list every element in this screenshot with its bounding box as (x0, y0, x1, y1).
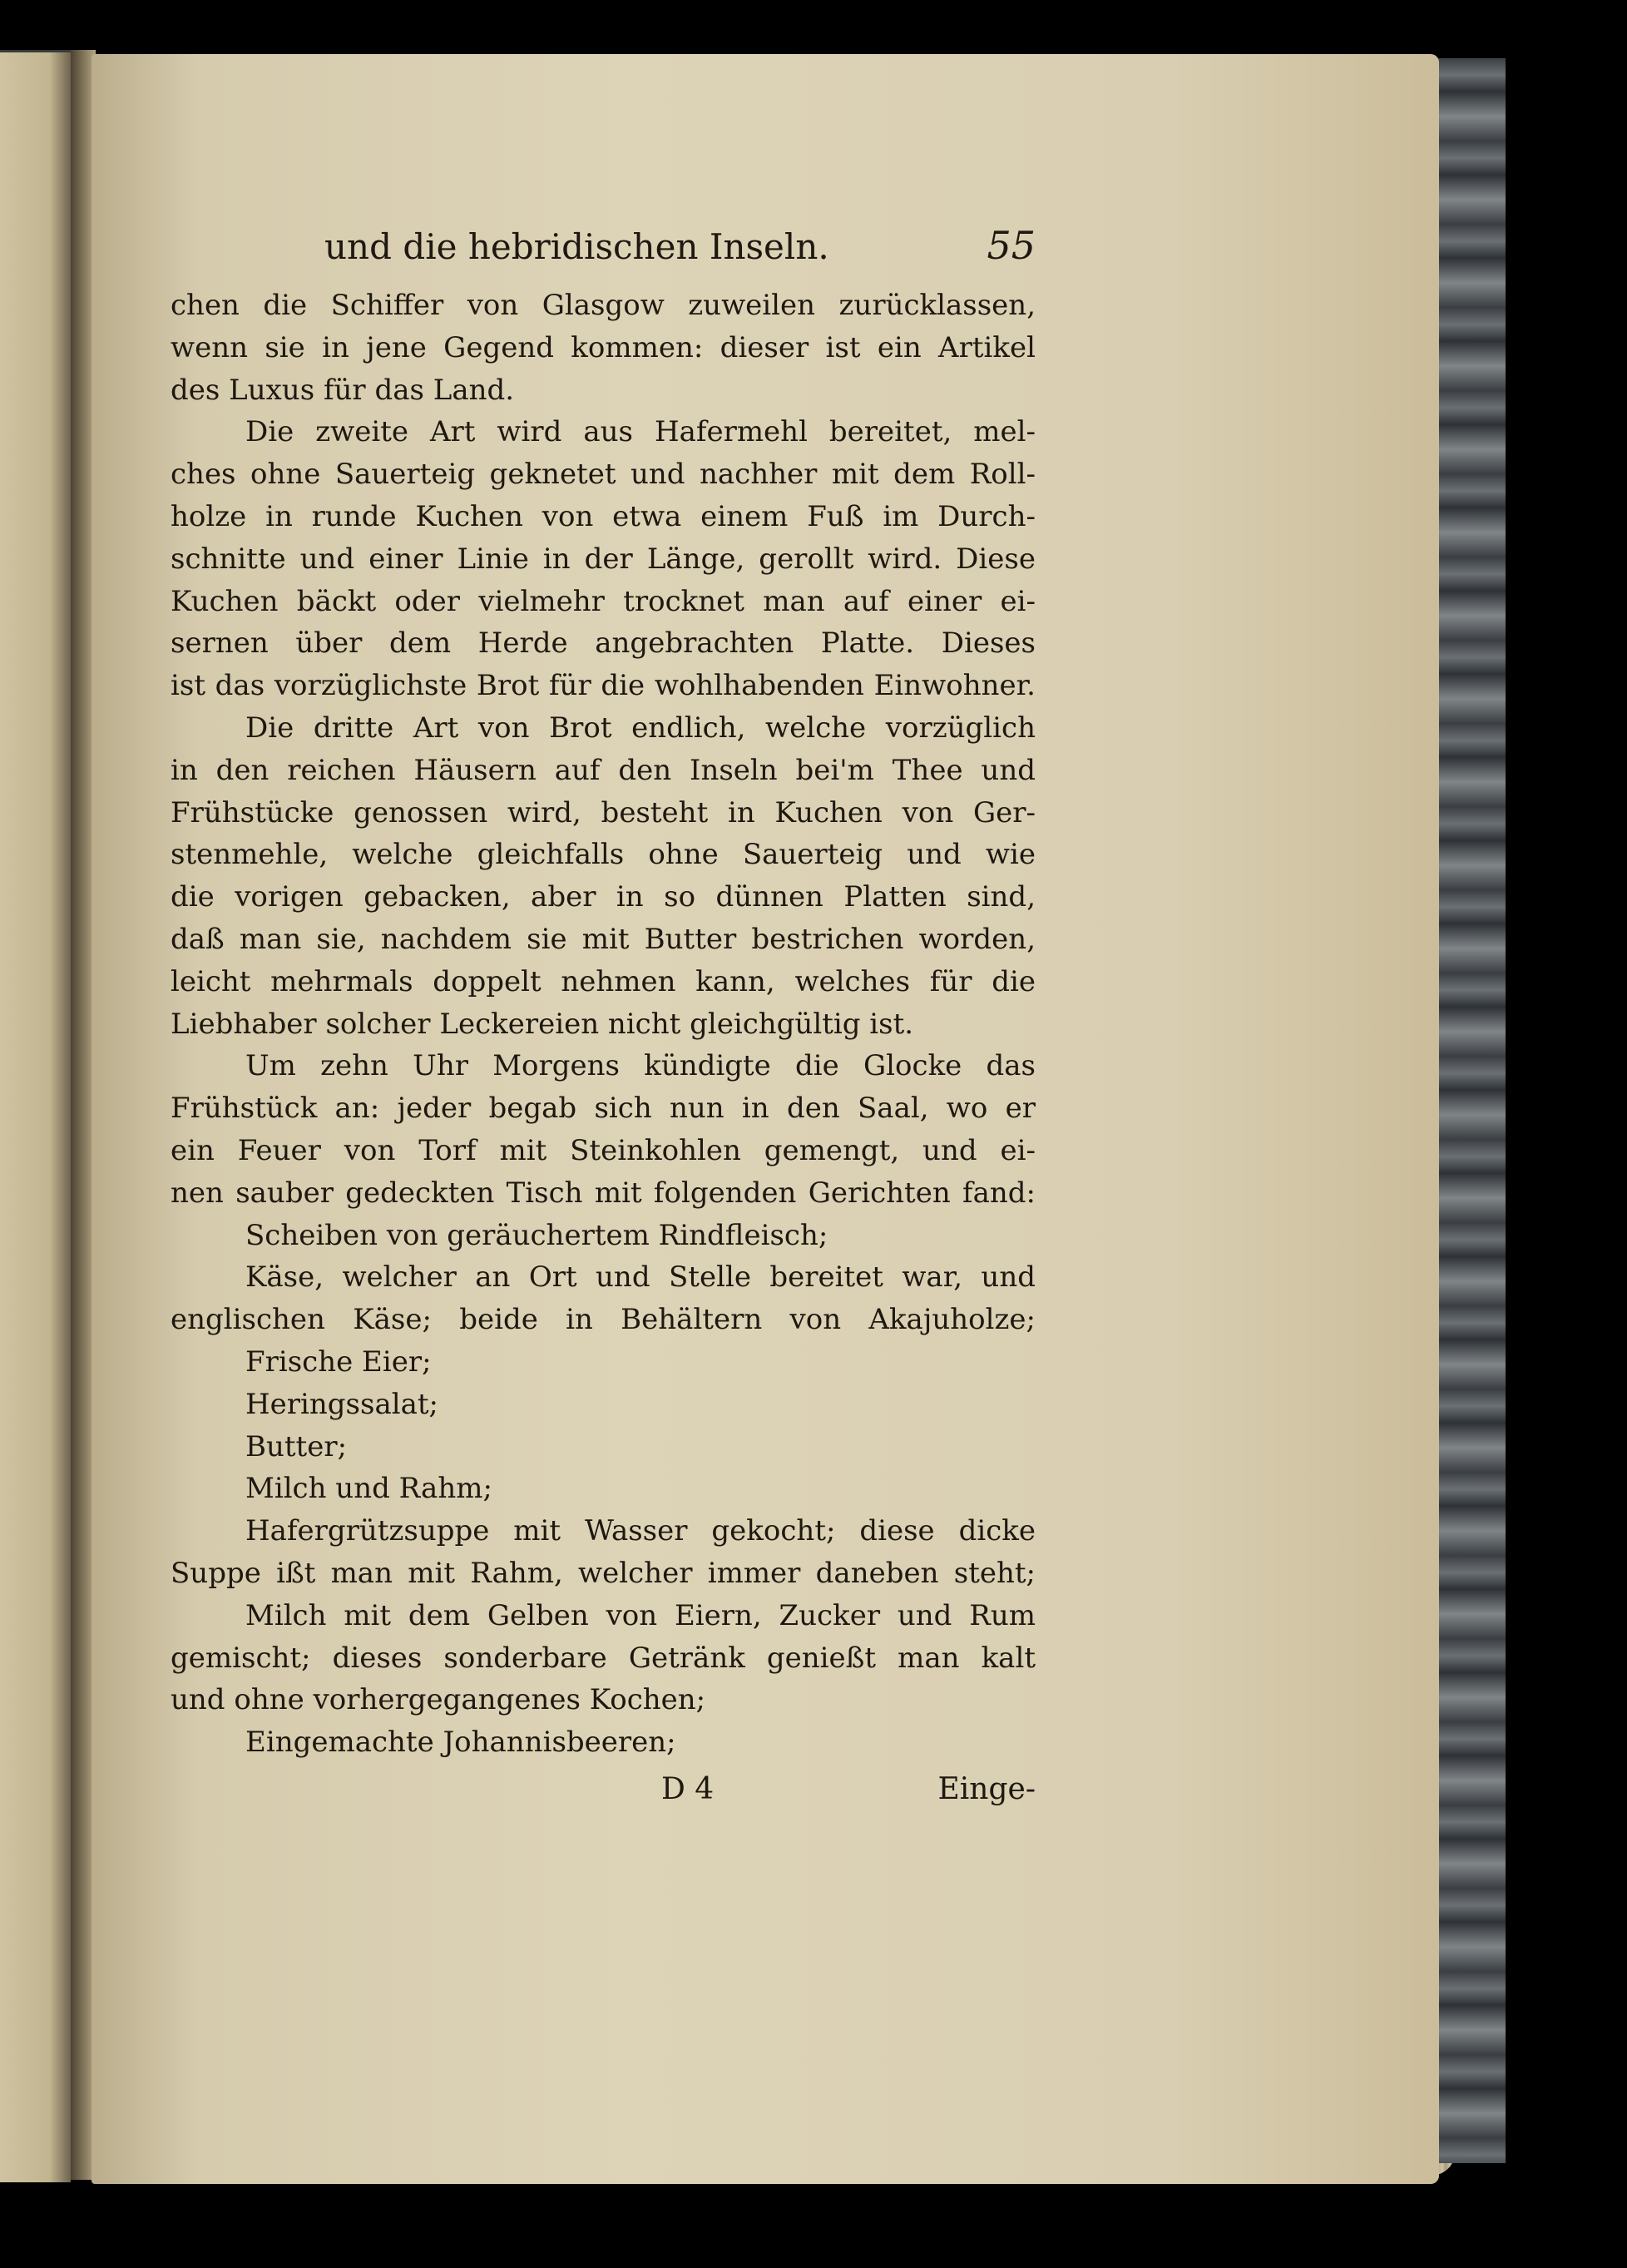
text-line: sernen über dem Herde angebrachten Platte. Dieses (171, 626, 1036, 661)
text-line: ches ohne Sauerteig geknetet und nachher mit dem Roll- (171, 458, 1036, 492)
book-cover-edge (1431, 58, 1506, 2163)
text-line: Frühstücke genossen wird, besteht in Kuchen von Ger- (171, 795, 1036, 829)
text-line: des Luxus für das Land. (171, 373, 515, 407)
page-number: 55 (987, 223, 1036, 268)
text-line: Kuchen bäckt oder vielmehr trocknet man auf einer ei- (171, 584, 1036, 618)
signature-mark: D 4 (661, 1771, 715, 1806)
text-line: nen sauber gedeckten Tisch mit folgenden Gerichten fand: (171, 1176, 1036, 1210)
text-line: Milch mit dem Gelben von Eiern, Zucker und Rum (245, 1598, 1036, 1632)
text-line: Frühstück an: jeder begab sich nun in den Saal, wo er (171, 1092, 1036, 1126)
menu-list-item: Heringssalat; (245, 1387, 438, 1421)
text-line: Liebhaber solcher Leckereien nicht gleichgültig ist. (171, 1007, 914, 1041)
text-line: in den reichen Häusern auf den Inseln bei'm Thee und (171, 753, 1036, 787)
page-footer (171, 1769, 1036, 1814)
menu-list-item: Milch und Rahm; (245, 1472, 492, 1506)
menu-list-item: Scheiben von geräuchertem Rindfleisch; (245, 1218, 828, 1252)
text-line: gemischt; dieses sonderbare Getränk genießt man kalt (171, 1641, 1036, 1675)
text-line: Suppe ißt man mit Rahm, welcher immer daneben steht; (171, 1556, 1036, 1590)
text-line: leicht mehrmals doppelt nehmen kann, welches für die (171, 964, 1036, 998)
text-line: ein Feuer von Torf mit Steinkohlen gemengt, und ei- (171, 1133, 1036, 1167)
left-page-edge (0, 50, 71, 2182)
text-line: chen die Schiffer von Glasgow zuweilen zurücklassen, (171, 289, 1036, 322)
text-line: Hafergrützsuppe mit Wasser gekocht; diese dicke (245, 1514, 1036, 1548)
catchword: Einge- (937, 1771, 1036, 1806)
text-line: Die dritte Art von Brot endlich, welche vorzüglich (245, 711, 1036, 745)
running-header (171, 225, 1036, 270)
menu-list-item: Butter; (245, 1429, 348, 1463)
menu-list-item: Eingemachte Johannisbeeren; (245, 1726, 676, 1760)
text-line: holze in runde Kuchen von etwa einem Fuß im Durch- (171, 499, 1036, 533)
text-line: englischen Käse; beide in Behältern von Akajuholze; (171, 1303, 1036, 1337)
text-line: Die zweite Art wird aus Hafermehl bereitet, mel- (245, 415, 1036, 449)
text-line: schnitte und einer Linie in der Länge, gerollt wird. Diese (171, 542, 1036, 576)
running-title: und die hebridischen Inseln. (324, 226, 829, 267)
text-line: daß man sie, nachdem sie mit Butter bestrichen worden, (171, 922, 1036, 956)
text-line: Um zehn Uhr Morgens kündigte die Glocke das (245, 1049, 1036, 1083)
text-line: wenn sie in jene Gegend kommen: dieser ist ein Artikel (171, 330, 1036, 364)
text-line: und ohne vorhergegangenes Kochen; (171, 1683, 706, 1717)
page-text (171, 225, 1036, 1814)
text-line: die vorigen gebacken, aber in so dünnen Platten sind, (171, 880, 1036, 914)
menu-list-item: Frische Eier; (245, 1344, 432, 1379)
text-line: Käse, welcher an Ort und Stelle bereitet war, und (245, 1260, 1036, 1295)
text-line: stenmehle, welche gleichfalls ohne Sauerteig und wie (171, 838, 1036, 872)
text-line: ist das vorzüglichste Brot für die wohlhabenden Einwohner. (171, 669, 1036, 703)
